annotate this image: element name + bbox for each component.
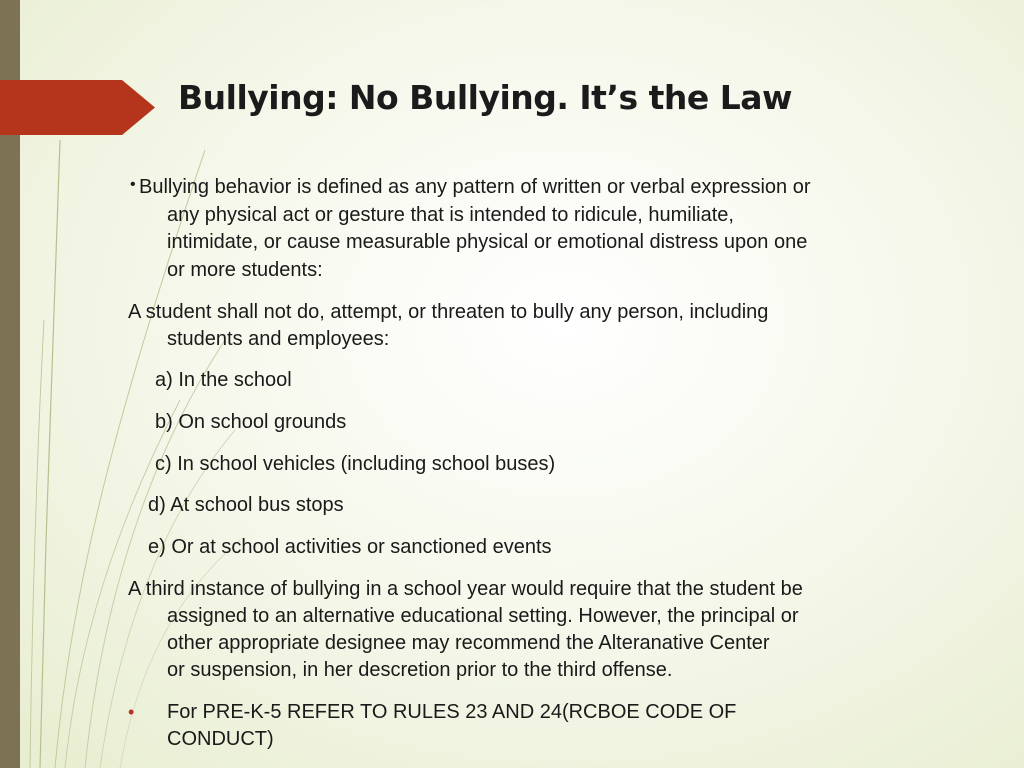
definition-line-2: any physical act or gesture that is intended to ridicule, humiliate, (167, 204, 734, 226)
definition-line-3: intimidate, or cause measurable physical or emotional distress upon one (167, 231, 808, 253)
bullet-marker: • (130, 176, 136, 193)
list-item-b: b) On school grounds (155, 411, 347, 433)
final-bullet-line-2: CONDUCT) (167, 728, 274, 750)
list-item-e: e) Or at school activities or sanctioned events (148, 536, 552, 558)
list-item-a: a) In the school (155, 369, 292, 391)
third-instance-line-1: A third instance of bullying in a school year would require that the student be (128, 578, 803, 600)
red-bullet-marker: • (128, 702, 135, 722)
third-instance-line-4: or suspension, in her descretion prior to the third offense. (167, 659, 673, 681)
list-item-c: c) In school vehicles (including school buses) (155, 453, 556, 475)
list-item-d: d) At school bus stops (148, 494, 344, 516)
final-bullet-line-1: For PRE-K-5 REFER TO RULES 23 AND 24(RCBOE CODE OF (167, 701, 737, 723)
slide-title: Bullying: No Bullying. It’s the Law (178, 78, 793, 117)
rule-line-1: A student shall not do, attempt, or threaten to bully any person, including (128, 301, 769, 323)
definition-line-1: Bullying behavior is defined as any pattern of written or verbal expression or (139, 176, 811, 198)
definition-line-4: or more students: (167, 259, 323, 281)
third-instance-line-3: other appropriate designee may recommend the Alteranative Center (167, 632, 770, 654)
rule-line-2: students and employees: (167, 328, 390, 350)
title-accent-arrow (0, 80, 155, 135)
third-instance-line-2: assigned to an alternative educational setting. However, the principal or (167, 605, 799, 627)
